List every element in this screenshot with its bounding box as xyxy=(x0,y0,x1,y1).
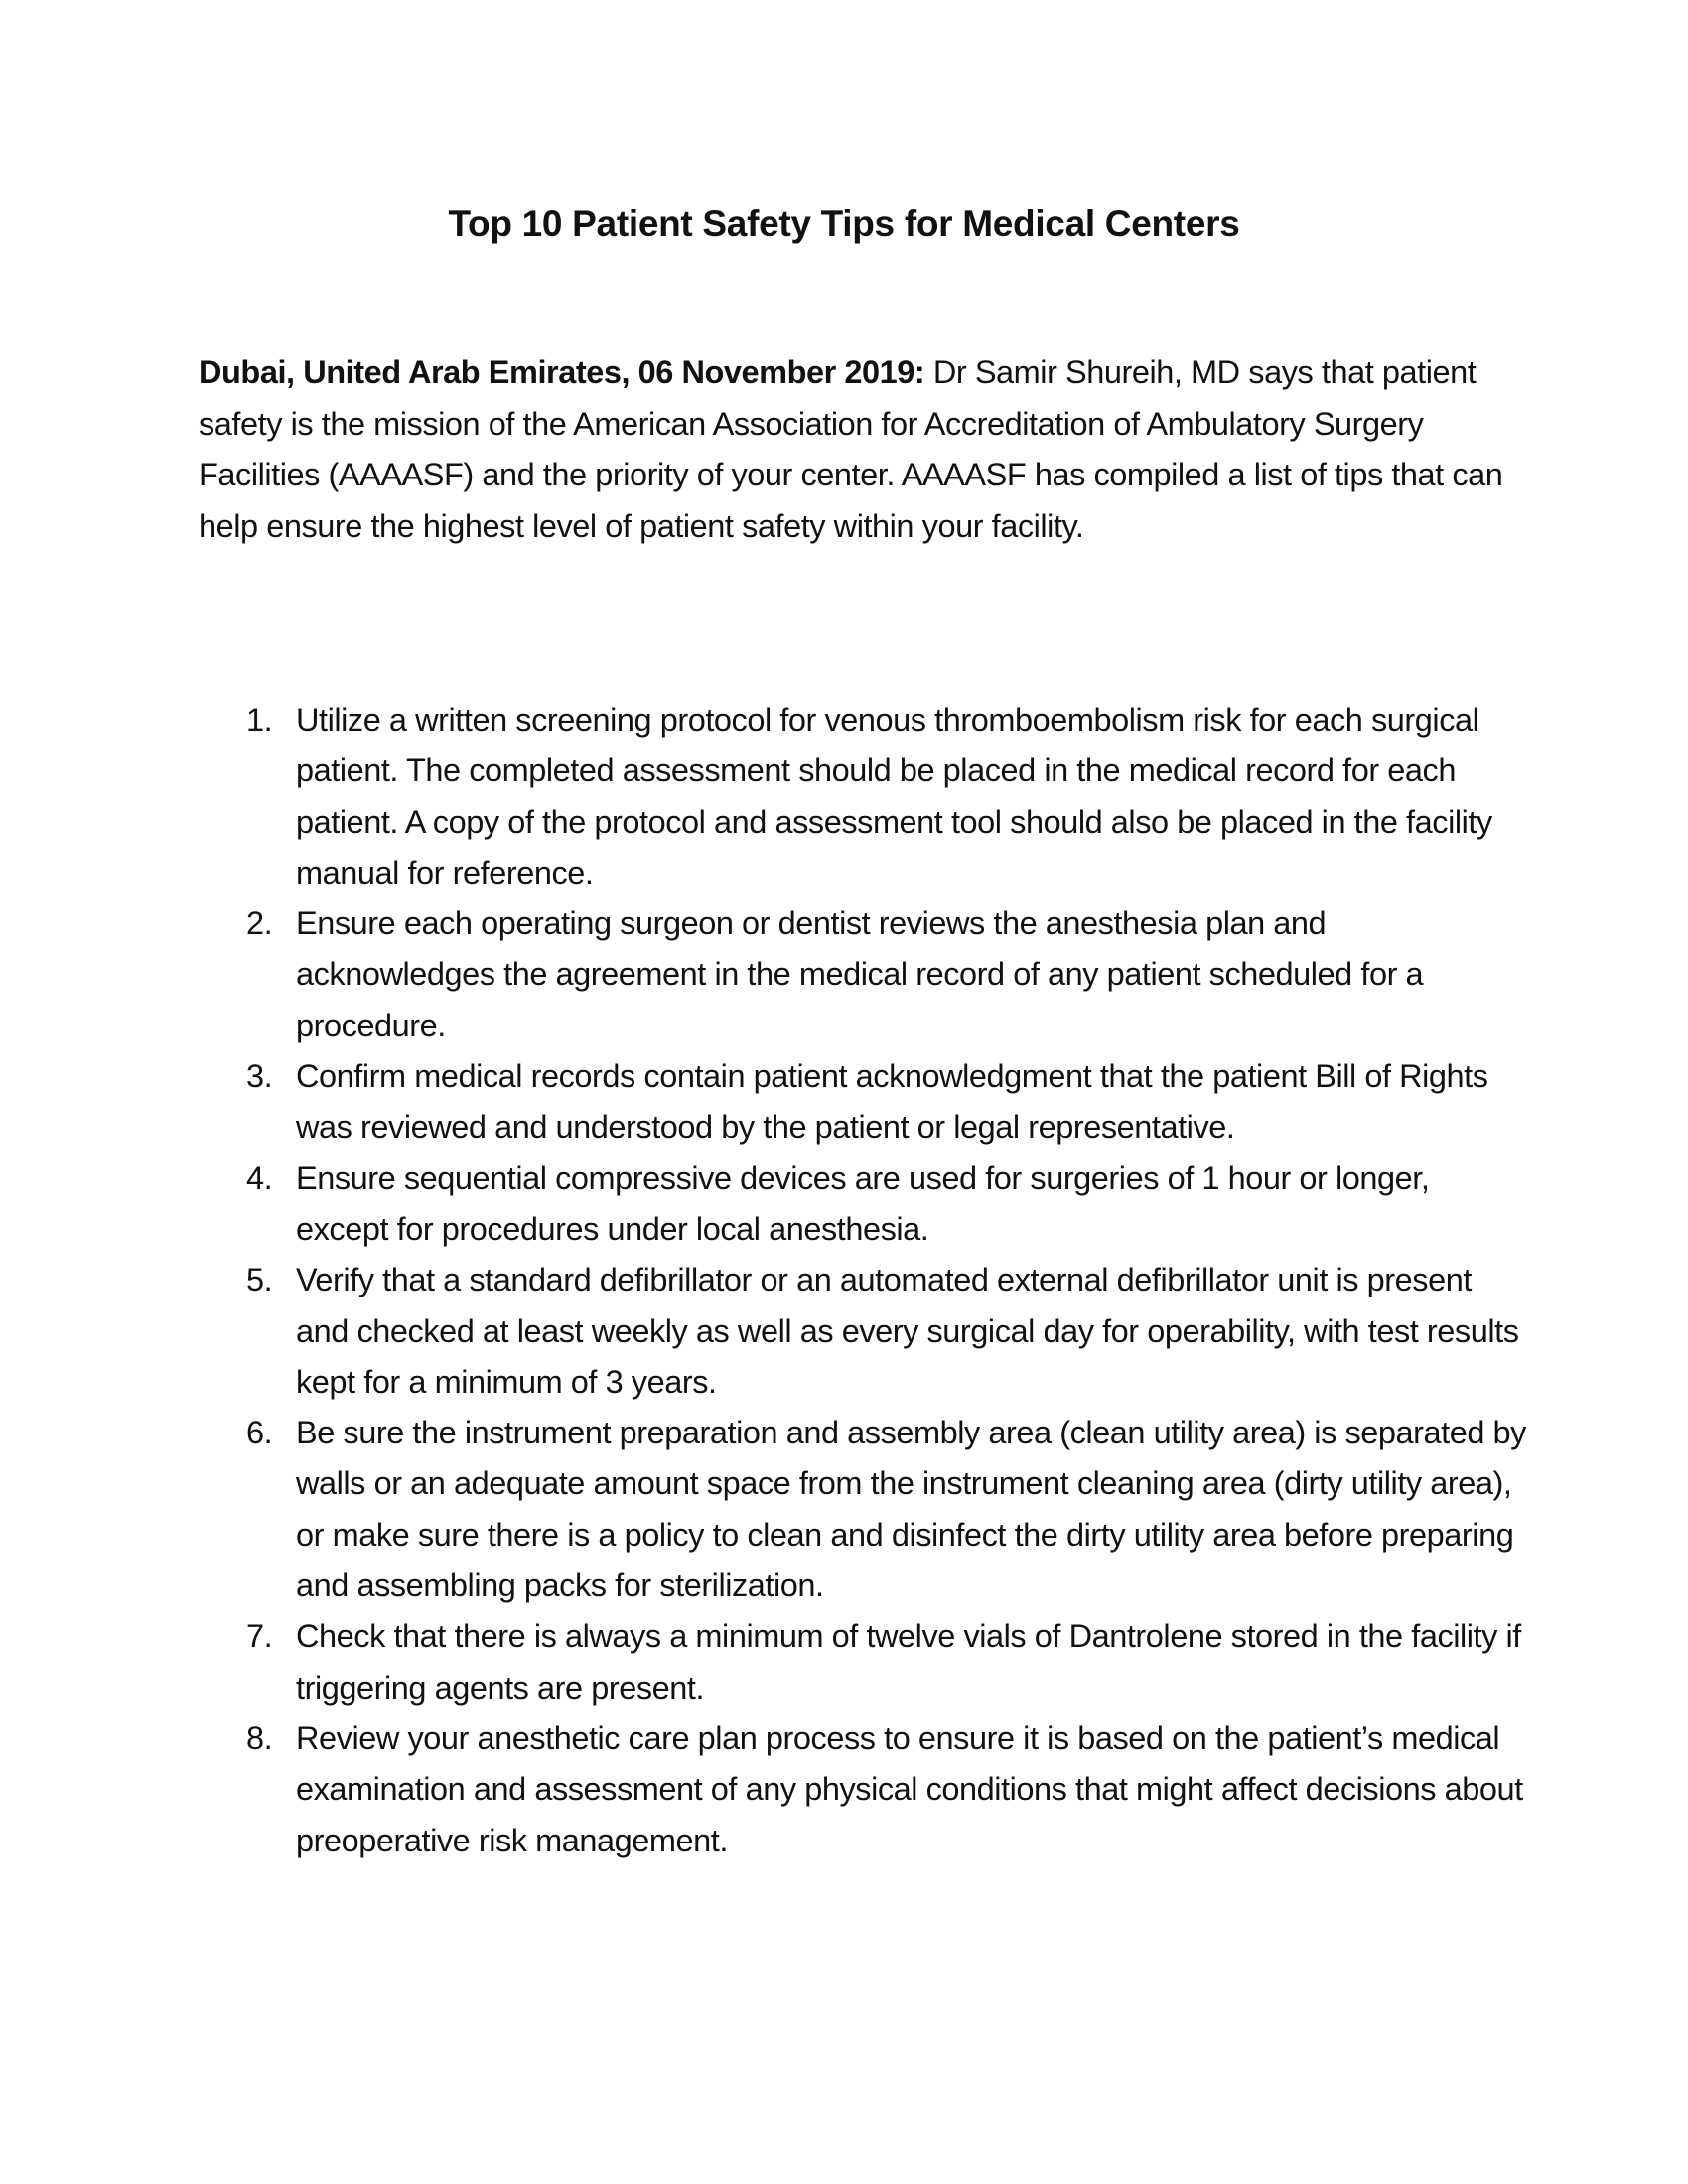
list-item-text: Ensure each operating surgeon or dentist reviews the anesthesia plan and acknowledges the agreement in the medical record of any patient scheduled for a procedure. xyxy=(296,905,1424,1043)
list-item-number: 5. xyxy=(246,1262,273,1298)
list-item-number: 4. xyxy=(246,1160,273,1196)
list-item-number: 2. xyxy=(246,905,273,942)
list-item-text: Check that there is always a minimum of twelve vials of Dantrolene stored in the facility if triggering agents are present. xyxy=(296,1618,1521,1706)
list-item xyxy=(0,1255,1527,1408)
list-item-number: 7. xyxy=(246,1618,273,1655)
list-item-text: Review your anesthetic care plan process to ensure it is based on the patient’s medical examination and assessment of any physical conditions that might affect decisions about preoperative risk management. xyxy=(296,1719,1523,1858)
intro-text: Dr Samir Shureih, MD says that patient safety is the mission of the American Association for Accreditation of Ambulatory Surgery Facilities (AAAASF) and the priority of your center. AAAASF has compiled a list of tips that can help ensure the highest level of patient safety within your facility. xyxy=(199,354,1503,544)
list-item-number: 1. xyxy=(246,702,273,738)
list-item-number: 6. xyxy=(246,1415,273,1451)
list-item-number: 3. xyxy=(246,1058,273,1095)
list-item xyxy=(0,1154,1527,1256)
list-item xyxy=(0,1611,1527,1713)
list-item xyxy=(0,1408,1527,1611)
document-title: Top 10 Patient Safety Tips for Medical Centers xyxy=(448,204,1240,244)
list-item xyxy=(0,695,1527,898)
list-item xyxy=(0,1051,1527,1154)
tips-list xyxy=(0,695,1688,1866)
list-item-text: Utilize a written screening protocol for venous thromboembolism risk for each surgical patient. The completed assessment should be placed in the medical record for each patient. A copy of the protocol and assessment tool should also be placed in the facility manual for reference. xyxy=(296,702,1492,890)
list-item-text: Verify that a standard defibrillator or an automated external defibrillator unit is present and checked at least weekly as well as every surgical day for operability, with test results kept for a minimum of 3 years. xyxy=(296,1262,1519,1400)
intro-paragraph xyxy=(199,347,1519,552)
list-item-text: Be sure the instrument preparation and assembly area (clean utility area) is separated by walls or an adequate amount space from the instrument cleaning area (dirty utility area), or make sure there is a policy to clean and disinfect the dirty utility area before preparing and assembling packs for sterilization. xyxy=(296,1415,1526,1604)
list-item-text: Ensure sequential compressive devices are used for surgeries of 1 hour or longer, except for procedures under local anesthesia. xyxy=(296,1160,1430,1247)
list-item-number: 8. xyxy=(246,1719,273,1756)
list-item xyxy=(0,898,1527,1051)
list-item xyxy=(0,1713,1527,1866)
dateline: Dubai, United Arab Emirates, 06 November 2019: xyxy=(199,354,925,390)
list-item-text: Confirm medical records contain patient acknowledgment that the patient Bill of Rights was reviewed and understood by the patient or legal representative. xyxy=(296,1058,1488,1146)
